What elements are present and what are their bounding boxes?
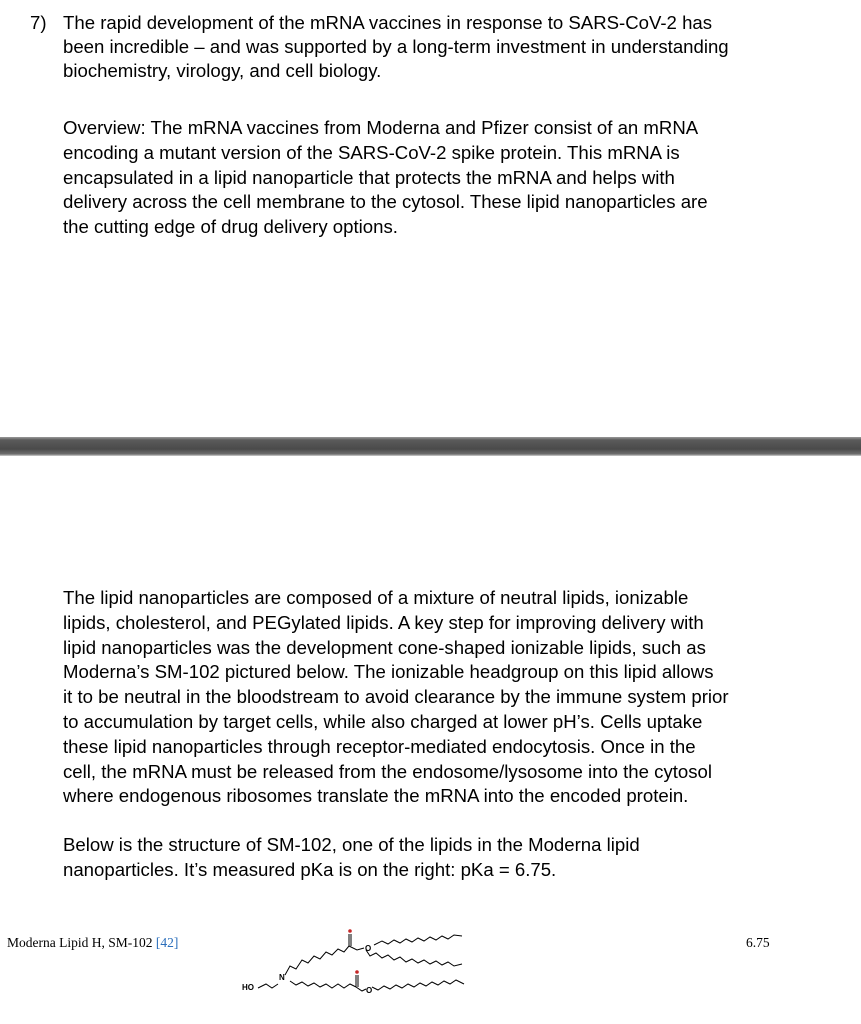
lipid-table-row (0, 914, 861, 994)
hydroxyl-label: HO (242, 983, 254, 992)
paragraph-line: nanoparticles. It’s measured pKa is on the right: pKa = 6.75. (63, 858, 557, 880)
oxygen-markers (348, 929, 359, 974)
upper-carbonyl (349, 934, 351, 946)
lipid-nanoparticle-paragraph (63, 586, 729, 809)
intro-line: The rapid development of the mRNA vaccines in response to SARS-CoV-2 has (63, 12, 713, 33)
question-intro (63, 11, 729, 83)
overview-paragraph (63, 116, 708, 240)
upper-tail-2 (366, 950, 462, 966)
paragraph-line: Below is the structure of SM-102, one of the lipids in the Moderna lipid (63, 834, 640, 855)
paragraph-line: these lipid nanoparticles through receptor-mediated endocytosis. Once in the (63, 735, 696, 757)
lower-carbonyl-oxygen-dot (355, 970, 359, 974)
pka-value: 6.75 (746, 935, 770, 950)
paragraph-line: lipids, cholesterol, and PEGylated lipids. A key step for improving delivery with (63, 611, 704, 633)
headgroup-chain (258, 984, 278, 988)
overview-line: encoding a mutant version of the SARS-CoV-2 spike protein. This mRNA is (63, 141, 680, 163)
lipid-name (7, 935, 178, 951)
overview-line: encapsulated in a lipid nanoparticle that protects the mRNA and helps with (63, 166, 675, 188)
upper-carbonyl-oxygen-dot (348, 929, 352, 933)
question-number: 7) (30, 12, 47, 33)
paragraph-line: it to be neutral in the bloodstream to avoid clearance by the immune system prior (63, 686, 729, 708)
paragraph-line: cell, the mRNA must be released from the endosome/lysosome into the cytosol (63, 760, 713, 782)
lower-carbonyl (356, 975, 358, 987)
lower-chain (290, 981, 356, 988)
upper-ester-link (349, 946, 364, 950)
paragraph-line: where endogenous ribosomes translate the mRNA into the encoded protein. (63, 785, 689, 807)
lipid-name-text: Moderna Lipid H, SM-102 (7, 935, 153, 950)
intro-line: biochemistry, virology, and cell biology. (63, 60, 382, 81)
overview-line: the cutting edge of drug delivery options. (63, 216, 398, 238)
paragraph-line: The lipid nanoparticles are composed of a mixture of neutral lipids, ionizable (63, 587, 689, 608)
nitrogen-label: N (279, 973, 285, 982)
lower-ester-link (356, 987, 366, 991)
page-divider (0, 437, 861, 456)
page-bottom (0, 456, 861, 1024)
intro-line: been incredible – and was supported by a long-term investment in understanding (63, 36, 729, 57)
lower-tail (372, 980, 464, 990)
page-top (0, 0, 861, 437)
upper-linker-chain (285, 946, 349, 975)
upper-ester-oxygen-label: O (365, 944, 372, 953)
lower-ester-oxygen-label: O (366, 986, 373, 994)
sm102-paragraph (63, 833, 640, 883)
paragraph-line: lipid nanoparticles was the development cone-shaped ionizable lipids, such as (63, 636, 706, 658)
sm102-structure-diagram (236, 914, 486, 994)
upper-tail-1 (374, 935, 462, 945)
overview-line: delivery across the cell membrane to the cytosol. These lipid nanoparticles are (63, 191, 708, 213)
overview-line: Overview: The mRNA vaccines from Moderna and Pfizer consist of an mRNA (63, 117, 699, 138)
paragraph-line: Moderna’s SM-102 pictured below. The ionizable headgroup on this lipid allows (63, 661, 714, 683)
reference-link[interactable]: [42] (155, 935, 179, 950)
paragraph-line: to accumulation by target cells, while also charged at lower pH’s. Cells uptake (63, 710, 703, 732)
